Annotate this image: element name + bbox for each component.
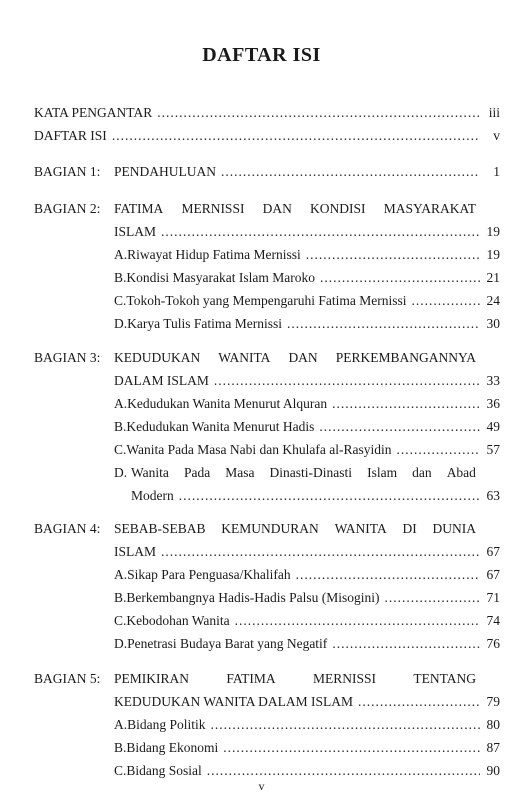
entry-label: DAFTAR ISI xyxy=(34,128,107,143)
item-letter: D. xyxy=(114,465,128,480)
entry-page: v xyxy=(493,128,500,143)
dot-leader xyxy=(287,315,480,333)
item-word: Wanita xyxy=(131,465,169,480)
title-word: MERNISSI xyxy=(312,671,376,686)
dot-leader xyxy=(411,292,480,310)
title-word: PEMIKIRAN xyxy=(114,671,190,686)
bagian-3-title xyxy=(114,349,476,367)
page-title: DAFTAR ISI xyxy=(202,44,321,66)
dot-leader xyxy=(112,127,480,145)
entry-page: 76 xyxy=(486,636,500,651)
entry-page: 80 xyxy=(486,717,500,732)
dot-leader xyxy=(223,739,480,757)
entry-page: 19 xyxy=(486,224,500,239)
entry-label: Karya Tulis Fatima Mernissi xyxy=(127,316,283,331)
item-word: Masa xyxy=(225,465,255,480)
entry-label: DALAM ISLAM xyxy=(114,373,209,388)
item-letter: A. xyxy=(114,567,128,582)
entry-page: 33 xyxy=(486,373,500,388)
dot-leader xyxy=(332,395,480,413)
title-word: KEDUDUKAN xyxy=(114,350,201,365)
item-letter: C. xyxy=(114,763,127,778)
title-word: FATIMA xyxy=(226,671,276,686)
entry-label: Kedudukan Wanita Menurut Alquran xyxy=(127,396,328,411)
page-number: v xyxy=(258,779,265,793)
entry-label: KEDUDUKAN WANITA DALAM ISLAM xyxy=(114,694,354,709)
item-letter: C. xyxy=(114,613,127,628)
bagian-5-title xyxy=(114,670,476,688)
toc-entry-4d xyxy=(114,635,500,653)
item-word: dan xyxy=(412,465,432,480)
entry-page: 90 xyxy=(486,763,500,778)
title-word: WANITA xyxy=(218,350,271,365)
title-word: DAN xyxy=(288,350,318,365)
entry-label: Bidang Politik xyxy=(127,717,206,732)
entry-label: KATA PENGANTAR xyxy=(34,105,153,120)
entry-label: Wanita Pada Masa Nabi dan Khulafa al-Rasyidin xyxy=(126,442,392,457)
entry-page: 49 xyxy=(486,419,500,434)
dot-leader xyxy=(320,269,480,287)
title-word: DI xyxy=(402,521,417,536)
entry-page: 30 xyxy=(486,316,500,331)
title-word: SEBAB-SEBAB xyxy=(114,521,206,536)
dot-leader xyxy=(296,566,480,584)
item-letter: B. xyxy=(114,270,127,285)
dot-leader xyxy=(214,372,480,390)
item-letter: A. xyxy=(114,717,128,732)
title-word: KEMUNDURAN xyxy=(221,521,319,536)
entry-label: Riwayat Hidup Fatima Mernissi xyxy=(127,247,301,262)
item-word: Abad xyxy=(446,465,476,480)
entry-page: 67 xyxy=(486,567,500,582)
dot-leader xyxy=(306,246,480,264)
entry-label: Sikap Para Penguasa/Khalifah xyxy=(127,567,291,582)
title-word: FATIMA xyxy=(114,201,164,216)
bagian-5-number: BAGIAN 5: xyxy=(34,671,101,686)
item-letter: B. xyxy=(114,419,127,434)
item-word: Pada xyxy=(183,465,211,480)
toc-entry-3d-line1 xyxy=(131,464,476,482)
toc-entry-3d xyxy=(131,487,500,505)
bagian-3-number: BAGIAN 3: xyxy=(34,350,101,365)
item-letter: B. xyxy=(114,740,127,755)
item-letter: B. xyxy=(114,590,127,605)
bagian-2-number: BAGIAN 2: xyxy=(34,201,101,216)
dot-leader xyxy=(235,612,480,630)
toc-entry-bagian-2 xyxy=(114,223,500,241)
title-word: DAN xyxy=(262,201,292,216)
entry-page: 21 xyxy=(486,270,500,285)
toc-entry-2d xyxy=(114,315,500,333)
dot-leader xyxy=(332,635,480,653)
toc-entry-bagian-3 xyxy=(114,372,500,390)
dot-leader xyxy=(179,487,480,505)
entry-page: 71 xyxy=(486,590,500,605)
entry-page: 79 xyxy=(486,694,500,709)
entry-page: 63 xyxy=(486,488,500,503)
entry-label: PENDAHULUAN xyxy=(114,164,216,179)
title-word: PERKEMBANGANNYA xyxy=(335,350,476,365)
item-letter: A. xyxy=(114,247,128,262)
title-word: KONDISI xyxy=(310,201,366,216)
entry-label: Berkembangnya Hadis-Hadis Palsu (Misogini) xyxy=(126,590,380,605)
item-letter: C. xyxy=(114,293,127,308)
dot-leader xyxy=(358,693,480,711)
toc-entry-3c xyxy=(114,441,500,459)
entry-label: Bidang Ekonomi xyxy=(126,740,219,755)
item-letter: C. xyxy=(114,442,127,457)
entry-label: Bidang Sosial xyxy=(126,763,202,778)
toc-entry-2b xyxy=(114,269,500,287)
entry-label: Kondisi Masyarakat Islam Maroko xyxy=(126,270,315,285)
toc-entry-3b xyxy=(114,418,500,436)
toc-entry-4b xyxy=(114,589,500,607)
title-word: TENTANG xyxy=(413,671,476,686)
toc-entry-bagian-5 xyxy=(114,693,500,711)
entry-label: ISLAM xyxy=(114,224,157,239)
item-letter: D. xyxy=(114,636,128,651)
toc-entry-5a xyxy=(114,716,500,734)
dot-leader xyxy=(207,762,480,780)
entry-label: Kedudukan Wanita Menurut Hadis xyxy=(126,419,315,434)
title-word: MERNISSI xyxy=(181,201,245,216)
toc-entry-kata-pengantar xyxy=(34,104,500,122)
bagian-1-number: BAGIAN 1: xyxy=(34,164,101,179)
dot-leader xyxy=(384,589,480,607)
bagian-2-title xyxy=(114,200,476,218)
toc-entry-4a xyxy=(114,566,500,584)
item-word: Dinasti-Dinasti xyxy=(269,465,353,480)
entry-label: Tokoh-Tokoh yang Mempengaruhi Fatima Mernissi xyxy=(126,293,407,308)
toc-entry-daftar-isi xyxy=(34,127,500,145)
toc-entry-4c xyxy=(114,612,500,630)
entry-page: 36 xyxy=(486,396,500,411)
item-word: Islam xyxy=(367,465,398,480)
entry-page: 1 xyxy=(493,164,500,179)
title-word: MASYARAKAT xyxy=(383,201,476,216)
toc-entry-3a xyxy=(114,395,500,413)
entry-page: 57 xyxy=(486,442,500,457)
entry-page: 74 xyxy=(486,613,500,628)
item-letter: A. xyxy=(114,396,128,411)
toc-entry-bagian-4 xyxy=(114,543,500,561)
title-word: DUNIA xyxy=(432,521,476,536)
toc-entry-bagian-1 xyxy=(114,163,500,181)
dot-leader xyxy=(396,441,480,459)
entry-page: 87 xyxy=(486,740,500,755)
dot-leader xyxy=(157,104,480,122)
entry-label: Modern xyxy=(131,488,174,503)
title-word: WANITA xyxy=(334,521,387,536)
entry-page: 19 xyxy=(486,247,500,262)
dot-leader xyxy=(161,543,480,561)
dot-leader xyxy=(319,418,480,436)
toc-entry-5b xyxy=(114,739,500,757)
entry-label: Kebodohan Wanita xyxy=(126,613,230,628)
entry-page: 24 xyxy=(486,293,500,308)
dot-leader xyxy=(211,716,480,734)
entry-page: iii xyxy=(488,105,500,120)
bagian-4-number: BAGIAN 4: xyxy=(34,521,101,536)
toc-entry-2a xyxy=(114,246,500,264)
dot-leader xyxy=(161,223,480,241)
dot-leader xyxy=(221,163,480,181)
entry-label: Penetrasi Budaya Barat yang Negatif xyxy=(127,636,328,651)
toc-entry-2c xyxy=(114,292,500,310)
bagian-4-title xyxy=(114,520,476,538)
toc-entry-5c xyxy=(114,762,500,780)
item-letter: D. xyxy=(114,316,128,331)
entry-page: 67 xyxy=(486,544,500,559)
entry-label: ISLAM xyxy=(114,544,157,559)
